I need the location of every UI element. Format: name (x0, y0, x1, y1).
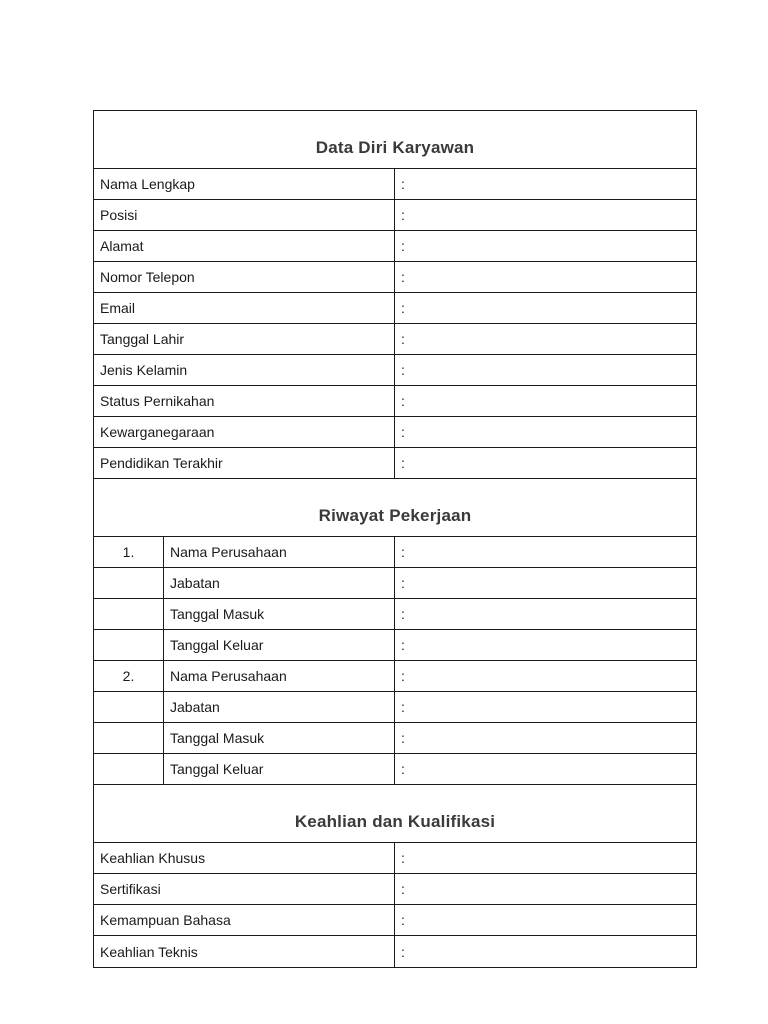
form-row-special-skills (94, 843, 696, 874)
section-title-personal: Data Diri Karyawan (94, 111, 696, 169)
field-label: Tanggal Keluar (164, 630, 395, 660)
field-value[interactable]: : (401, 730, 405, 746)
field-label: Nama Perusahaan (164, 537, 395, 567)
work-entry-1-title (94, 568, 696, 599)
field-value[interactable]: : (401, 424, 405, 440)
field-value[interactable]: : (401, 238, 405, 254)
field-value[interactable]: : (401, 761, 405, 777)
field-label: Jenis Kelamin (94, 355, 395, 385)
section-title-skills: Keahlian dan Kualifikasi (94, 785, 696, 843)
entry-number-empty (94, 630, 164, 660)
section-title-work-history: Riwayat Pekerjaan (94, 479, 696, 537)
work-entry-1-end-date (94, 630, 696, 661)
field-value[interactable]: : (401, 331, 405, 347)
work-entry-2-end-date (94, 754, 696, 785)
entry-number-empty (94, 723, 164, 753)
field-value[interactable]: : (401, 575, 405, 591)
work-entry-2-start-date (94, 723, 696, 754)
field-value[interactable]: : (401, 455, 405, 471)
field-value[interactable]: : (401, 943, 405, 960)
field-label: Nomor Telepon (94, 262, 395, 292)
field-label: Email (94, 293, 395, 323)
field-value[interactable]: : (401, 269, 405, 285)
field-value[interactable]: : (401, 606, 405, 622)
field-value[interactable]: : (401, 544, 405, 560)
form-row-last-education (94, 448, 696, 479)
form-row-technical-skills (94, 936, 696, 967)
field-value[interactable]: : (401, 637, 405, 653)
entry-number-empty (94, 599, 164, 629)
work-entry-1-start-date (94, 599, 696, 630)
field-label: Posisi (94, 200, 395, 230)
entry-number-empty (94, 754, 164, 784)
form-row-full-name (94, 169, 696, 200)
field-value[interactable]: : (401, 850, 405, 866)
entry-number: 1. (94, 537, 164, 567)
field-label: Pendidikan Terakhir (94, 448, 395, 478)
field-label: Tanggal Masuk (164, 599, 395, 629)
form-row-citizenship (94, 417, 696, 448)
employee-data-form (93, 110, 697, 968)
field-label: Tanggal Keluar (164, 754, 395, 784)
form-row-marital-status (94, 386, 696, 417)
field-label: Jabatan (164, 568, 395, 598)
form-row-email (94, 293, 696, 324)
work-entry-2-title (94, 692, 696, 723)
field-label: Kemampuan Bahasa (94, 905, 395, 935)
field-value[interactable]: : (401, 300, 405, 316)
work-entry-2-company (94, 661, 696, 692)
field-label: Tanggal Lahir (94, 324, 395, 354)
field-label: Keahlian Teknis (94, 936, 395, 967)
field-label: Keahlian Khusus (94, 843, 395, 873)
field-label: Nama Perusahaan (164, 661, 395, 691)
entry-number-empty (94, 692, 164, 722)
field-label: Kewarganegaraan (94, 417, 395, 447)
form-row-position (94, 200, 696, 231)
field-value[interactable]: : (401, 699, 405, 715)
form-row-certification (94, 874, 696, 905)
field-value[interactable]: : (401, 176, 405, 192)
field-value[interactable]: : (401, 912, 405, 928)
field-value[interactable]: : (401, 362, 405, 378)
field-label: Sertifikasi (94, 874, 395, 904)
field-label: Nama Lengkap (94, 169, 395, 199)
entry-number: 2. (94, 661, 164, 691)
field-value[interactable]: : (401, 881, 405, 897)
field-label: Jabatan (164, 692, 395, 722)
field-label: Tanggal Masuk (164, 723, 395, 753)
work-entry-1-company (94, 537, 696, 568)
form-row-phone (94, 262, 696, 293)
form-row-address (94, 231, 696, 262)
field-label: Alamat (94, 231, 395, 261)
field-value[interactable]: : (401, 668, 405, 684)
form-row-language-ability (94, 905, 696, 936)
entry-number-empty (94, 568, 164, 598)
form-row-gender (94, 355, 696, 386)
field-label: Status Pernikahan (94, 386, 395, 416)
field-value[interactable]: : (401, 393, 405, 409)
field-value[interactable]: : (401, 207, 405, 223)
form-row-birth-date (94, 324, 696, 355)
